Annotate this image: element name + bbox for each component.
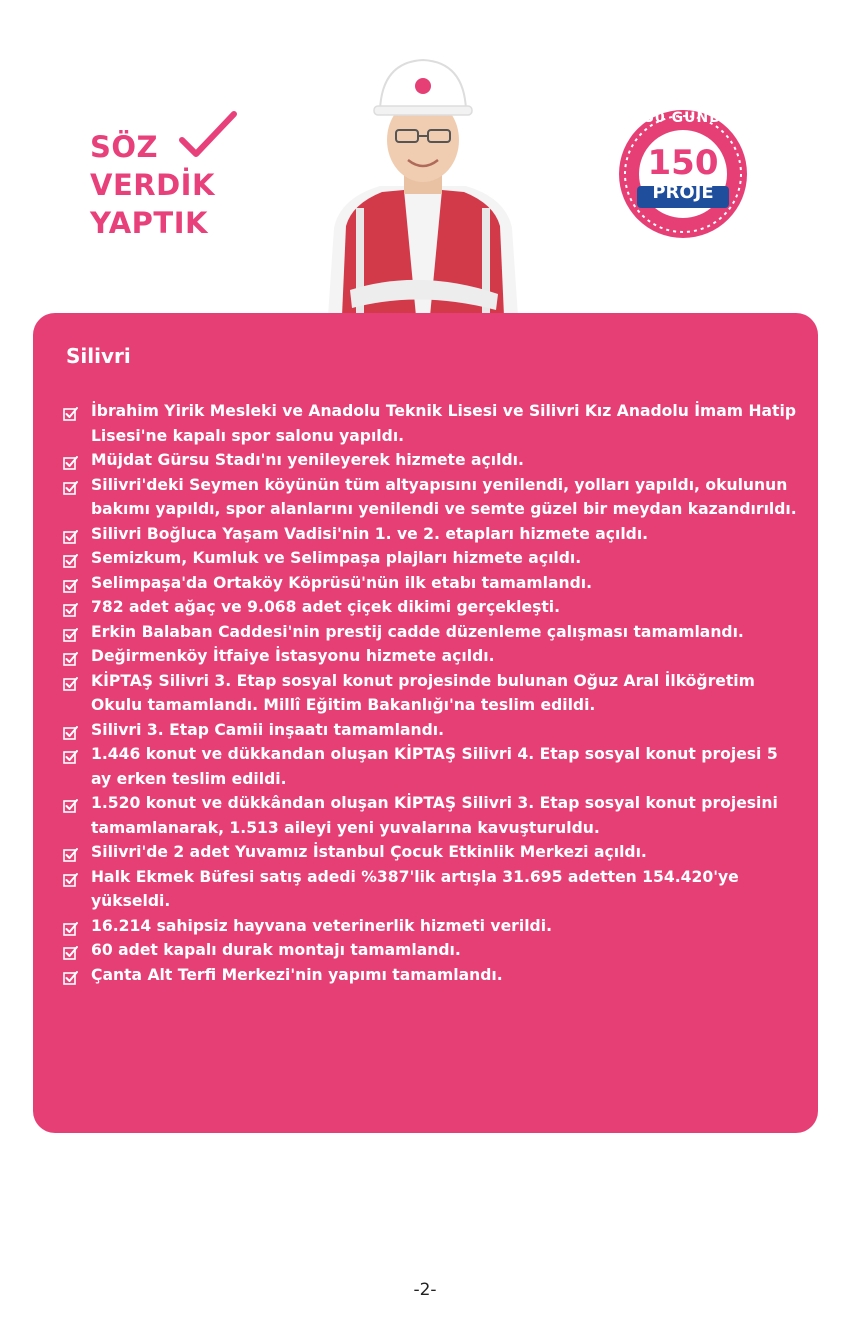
list-item — [63, 742, 803, 791]
list-item — [63, 644, 803, 669]
list-item — [63, 718, 803, 743]
badge-number: 150 — [647, 143, 719, 183]
list-item-text: Erkin Balaban Caddesi'nin prestij cadde düzenleme çalışması tamamlandı. — [91, 622, 744, 641]
checked-box-icon — [63, 576, 78, 591]
list-item — [63, 620, 803, 645]
section-title: Silivri — [66, 344, 131, 368]
project-list — [63, 399, 803, 987]
checked-box-icon — [63, 919, 78, 934]
list-item — [63, 448, 803, 473]
list-item-text: Semizkum, Kumluk ve Selimpaşa plajları hizmete açıldı. — [91, 549, 582, 567]
list-item-text: Çanta Alt Terfi Merkezi'nin yapımı tamamlandı. — [91, 965, 503, 984]
list-item-text: Değirmenköy İtfaiye İstasyonu hizmete açıldı. — [91, 647, 495, 665]
list-item — [63, 546, 803, 571]
list-item-text: Silivri 3. Etap Camii inşaatı tamamlandı. — [91, 720, 445, 739]
list-item — [63, 938, 803, 963]
checked-box-icon — [63, 649, 78, 664]
list-item-text: Müjdat Gürsu Stadı'nı yenileyerek hizmete açıldı. — [91, 451, 524, 469]
checked-box-icon — [63, 845, 78, 860]
campaign-badge — [617, 108, 749, 240]
list-item-text: KİPTAŞ Silivri 3. Etap sosyal konut projesinde bulunan Oğuz Aral İlköğretim Okulu tamamlandı. Millî Eğitim Bakanlığı'na teslim edildi. — [91, 671, 755, 714]
list-item-text: İbrahim Yirik Mesleki ve Anadolu Teknik Lisesi ve Silivri Kız Anadolu İmam Hatip Lisesi'ne kapalı spor salonu yapıldı. — [91, 402, 797, 445]
slogan — [90, 128, 215, 242]
checked-box-icon — [63, 968, 78, 983]
list-item — [63, 963, 803, 988]
list-item-text: Silivri'de 2 adet Yuvamız İstanbul Çocuk Etkinlik Merkezi açıldı. — [91, 843, 647, 861]
checked-box-icon — [63, 404, 78, 419]
checked-box-icon — [63, 943, 78, 958]
badge-top-text: 150 GÜNDE — [633, 110, 733, 126]
list-item-text: Silivri Boğluca Yaşam Vadisi'nin 1. ve 2. etapları hizmete açıldı. — [91, 524, 649, 543]
list-item-text: Halk Ekmek Büfesi satış adedi %387'lik artışla 31.695 adetten 154.420'ye yükseldi. — [91, 867, 739, 910]
checked-box-icon — [63, 551, 78, 566]
list-item-text: 60 adet kapalı durak montajı tamamlandı. — [91, 941, 461, 959]
badge-label: PROJE — [652, 182, 714, 203]
list-item — [63, 522, 803, 547]
page-number: -2- — [413, 1280, 437, 1300]
checked-box-icon — [63, 796, 78, 811]
checked-box-icon — [63, 453, 78, 468]
list-item — [63, 791, 803, 840]
checked-box-icon — [63, 527, 78, 542]
list-item-text: 1.446 konut ve dükkandan oluşan KİPTAŞ Silivri 4. Etap sosyal konut projesi 5 ay erken teslim edildi. — [91, 745, 778, 788]
list-item — [63, 669, 803, 718]
check-mark-icon — [176, 110, 240, 162]
checked-box-icon — [63, 478, 78, 493]
slogan-line-3: YAPTIK — [90, 206, 208, 240]
list-item — [63, 595, 803, 620]
list-item-text: Selimpaşa'da Ortaköy Köprüsü'nün ilk etabı tamamlandı. — [91, 573, 593, 592]
checked-box-icon — [63, 674, 78, 689]
list-item-text: 16.214 sahipsiz hayvana veterinerlik hizmeti verildi. — [91, 916, 552, 935]
checked-box-icon — [63, 600, 78, 615]
list-item — [63, 473, 803, 522]
projects-card — [33, 313, 818, 1133]
person-photo — [320, 58, 526, 316]
list-item — [63, 914, 803, 939]
checked-box-icon — [63, 625, 78, 640]
list-item-text: 1.520 konut ve dükkândan oluşan KİPTAŞ Silivri 3. Etap sosyal konut projesini tamamlanarak, 1.513 aileyi yeni yuvalarına kavuşturuldu. — [91, 794, 778, 837]
checked-box-icon — [63, 870, 78, 885]
list-item-text: 782 adet ağaç ve 9.068 adet çiçek dikimi gerçekleşti. — [91, 598, 561, 616]
list-item — [63, 865, 803, 914]
list-item — [63, 571, 803, 596]
list-item-text: Silivri'deki Seymen köyünün tüm altyapısını yenilendi, yolları yapıldı, okulunun bakımı yapıldı, spor alanlarını yenilendi ve semte güzel bir meydan kazandırıldı. — [91, 475, 797, 518]
slogan-line-1: SÖZ — [90, 130, 159, 164]
list-item — [63, 840, 803, 865]
slogan-line-2: VERDİK — [90, 168, 215, 202]
checked-box-icon — [63, 723, 78, 738]
checked-box-icon — [63, 747, 78, 762]
list-item — [63, 399, 803, 448]
